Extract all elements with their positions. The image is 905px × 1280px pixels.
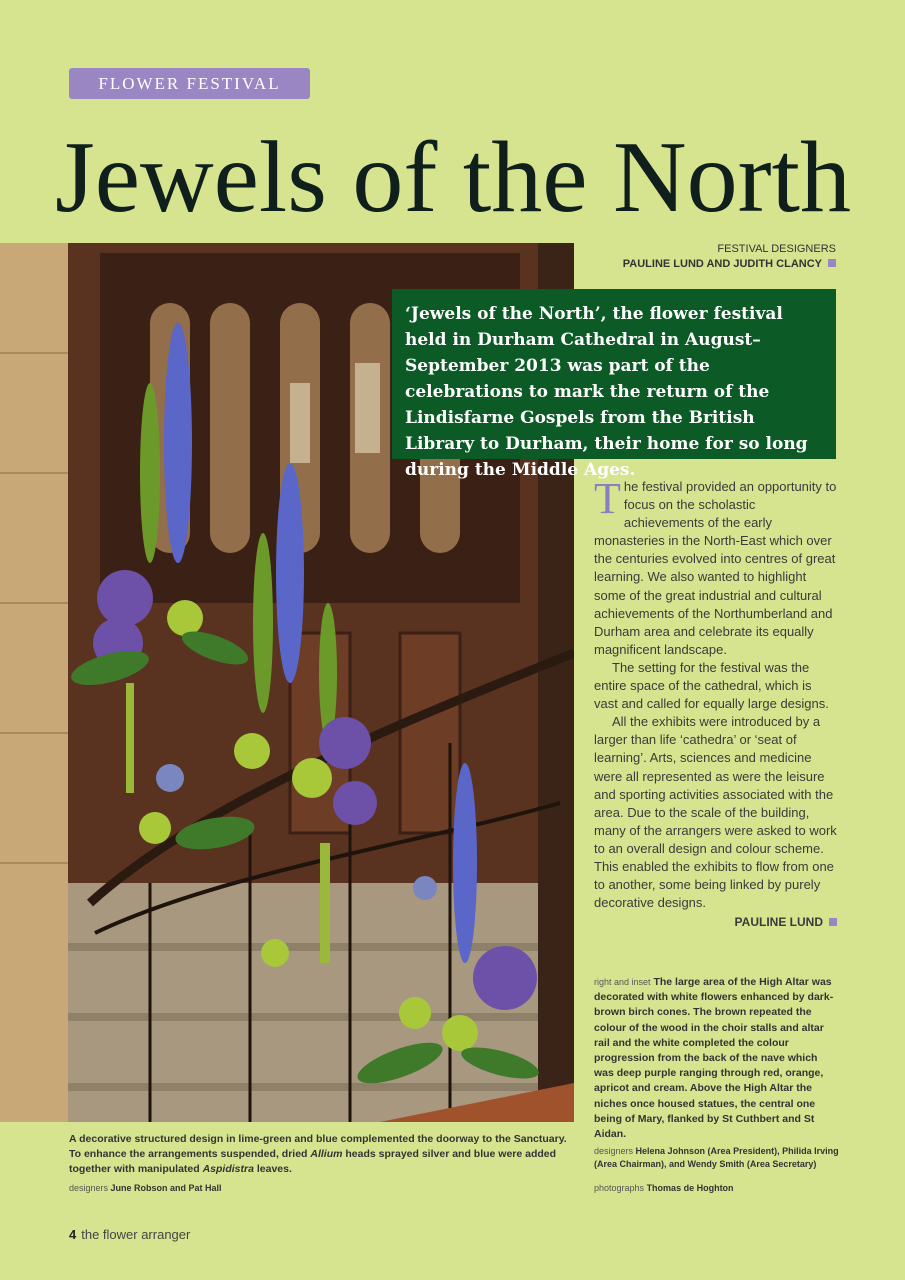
caption-right-prefix: right and inset — [594, 977, 651, 987]
photo-credit-label: photographs — [594, 1183, 645, 1193]
intro-box: ‘Jewels of the North’, the flower festival held in Durham Cathedral in August–September 2013 was part of the celebrations to mark the return of the Lindisfarne Gospels from the British Library to Durham, their home for so long during the Middle Ages. — [392, 289, 836, 459]
caption-left-text-c: leaves. — [253, 1163, 292, 1175]
caption-right — [594, 975, 837, 1142]
caption-left-italic-aspidistra: Aspidistra — [202, 1163, 254, 1175]
page-footer — [69, 1227, 190, 1242]
designers-left — [69, 1182, 369, 1195]
end-square-icon — [829, 918, 837, 926]
festival-designers-label: FESTIVAL DESIGNERS — [717, 243, 836, 255]
page-number: 4 — [69, 1227, 77, 1242]
designers-right-label: designers — [594, 1146, 634, 1156]
caption-left-text-a: A decorative structured design in lime-green and blue complemented the doorway to the Sanctuary. To enhance the arrangements suspended, dried — [69, 1133, 567, 1160]
body-paragraph-1: he festival provided an opportunity to focus on the scholastic achievements of the early monasteries in the North-East which over the centuries evolved into centres of great learning. We also wanted to highlight some of the great industrial and cultural achievements of the Northumberland and Durham area and celebrate its equally magnificent landscape. — [594, 479, 837, 657]
designers-right-names: Helena Johnson (Area President), Philida Irving (Area Chairman), and Wendy Smith (Area Secretary) — [594, 1146, 839, 1169]
caption-right-text: The large area of the High Altar was decorated with white flowers enhanced by dark-brown birch cones. The brown repeated the colour of the wood in the choir stalls and altar rail and the white completed the colour progression from the back of the nave which was deep purple ranging through red, orange, apricot and cream. Above the High Altar the niches once housed statues, the central one being of Mary, flanked by St Cuthbert and St Aidan. — [594, 976, 834, 1141]
magazine-name: the flower arranger — [81, 1227, 191, 1242]
caption-left-italic-allium: Allium — [310, 1148, 343, 1160]
festival-designers — [623, 242, 836, 272]
section-tag: FLOWER FESTIVAL — [69, 68, 310, 99]
designers-right — [594, 1145, 844, 1171]
body-paragraph-2: The setting for the festival was the entire space of the cathedral, which is vast and called for equally large designs. — [594, 659, 829, 712]
drop-cap: T — [594, 474, 621, 523]
end-square-icon — [828, 259, 836, 267]
photo-credit — [594, 1182, 844, 1195]
article-body — [594, 474, 837, 931]
article-title: Jewels of the North — [55, 121, 851, 234]
photographer-name: Thomas de Hoghton — [646, 1183, 734, 1193]
festival-designers-names: PAULINE LUND AND JUDITH CLANCY — [622, 258, 822, 270]
caption-left — [69, 1132, 569, 1177]
article-author: PAULINE LUND — [734, 915, 823, 930]
designers-left-label: designers — [69, 1183, 109, 1193]
caption-left-text-b: heads sprayed silver and blue were added together with manipulated — [69, 1148, 557, 1175]
body-paragraph-3: All the exhibits were introduced by a larger than life ‘cathedra’ or ‘seat of learning’. Arts, sciences and medicine were all represented as were the leisure and sporting activities associated with the area. Due to the scale of the building, many of the arrangers were asked to work to an overall design and colour scheme. This enabled the exhibits to flow from one to another, some being linked by purely decorative designs. — [594, 714, 837, 911]
designers-left-names: June Robson and Pat Hall — [110, 1183, 222, 1193]
